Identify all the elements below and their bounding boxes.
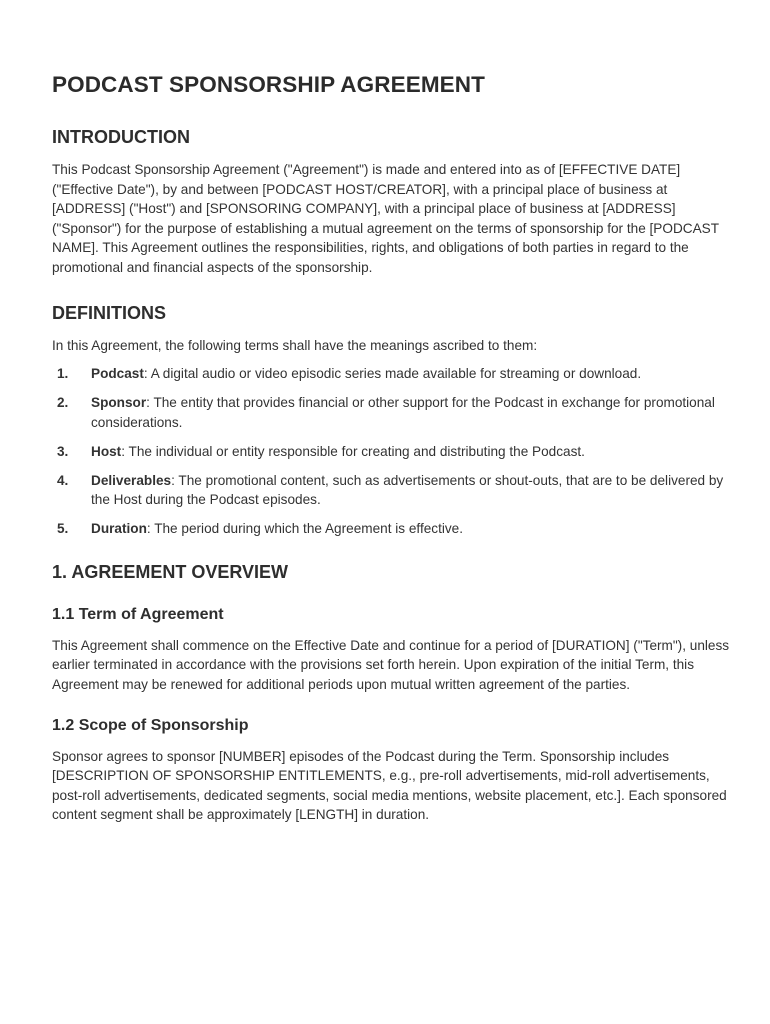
definitions-heading: DEFINITIONS xyxy=(52,302,167,323)
definition-description: : A digital audio or video episodic series made available for streaming or download. xyxy=(143,366,642,382)
definition-number: 3. xyxy=(57,443,69,459)
definition-term: Deliverables xyxy=(91,472,172,488)
definition-term: Podcast xyxy=(91,366,144,382)
definition-item-host xyxy=(52,442,732,462)
term-of-agreement-paragraph: This Agreement shall commence on the Effective Date and continue for a period of [DURATION] ("Term"), unless earlier terminated in accordance with the provisions set forth herein. Upon expiration of the initial Term, this Agreement may be renewed for additional periods upon mutual written agreement of the parties. xyxy=(52,637,730,693)
definition-description: : The individual or entity responsible for creating and distributing the Podcast. xyxy=(121,443,585,459)
scope-of-sponsorship-paragraph: Sponsor agrees to sponsor [NUMBER] episodes of the Podcast during the Term. Sponsorship includes [DESCRIPTION OF SPONSORSHIP ENTITLEMENTS, e.g., pre-roll advertisements, mid-roll advertisements, post-roll advertisements, dedicated segments, social media mentions, website placement, etc.]. Each sponsored content segment shall be approximately [LENGTH] in duration. xyxy=(52,748,727,823)
definition-item-sponsor xyxy=(52,393,732,432)
definition-term: Duration xyxy=(91,521,147,537)
definition-item-duration xyxy=(52,519,732,539)
definition-number: 5. xyxy=(57,521,69,537)
definition-term: Host xyxy=(91,443,122,459)
definition-number: 1. xyxy=(57,366,69,382)
term-of-agreement-heading: 1.1 Term of Agreement xyxy=(52,605,224,623)
definition-description: : The period during which the Agreement is effective. xyxy=(146,521,464,537)
definition-description: : The entity that provides financial or other support for the Podcast in exchange for promotional considerations. xyxy=(91,395,715,430)
document-page xyxy=(52,70,732,825)
definition-description: : The promotional content, such as advertisements or shout-outs, that are to be delivered by the Host during the Podcast episodes. xyxy=(91,472,724,508)
definition-term: Sponsor xyxy=(91,395,147,411)
definitions-list xyxy=(52,364,732,539)
definition-number: 4. xyxy=(57,472,69,488)
scope-of-sponsorship-heading: 1.2 Scope of Sponsorship xyxy=(52,716,249,734)
definition-item-deliverables xyxy=(52,471,732,510)
introduction-paragraph: This Podcast Sponsorship Agreement ("Agreement") is made and entered into as of [EFFECTIVE DATE] ("Effective Date"), by and between [PODCAST HOST/CREATOR], with a principal place of business at [ADDRESS] ("Host") and [SPONSORING COMPANY], with a principal place of business at [ADDRESS] ("Sponsor") for the purpose of establishing a mutual agreement on the terms of sponsorship for the [PODCAST NAME]. This Agreement outlines the responsibilities, rights, and obligations of both parties in regard to the promotional and financial aspects of the sponsorship. xyxy=(52,162,719,275)
definitions-intro: In this Agreement, the following terms shall have the meanings ascribed to them: xyxy=(52,337,538,353)
introduction-heading: INTRODUCTION xyxy=(52,127,190,147)
definition-item-podcast xyxy=(52,364,732,384)
definition-number: 2. xyxy=(57,395,69,411)
agreement-overview-heading: 1. AGREEMENT OVERVIEW xyxy=(52,561,289,582)
document-title: PODCAST SPONSORSHIP AGREEMENT xyxy=(52,72,485,97)
